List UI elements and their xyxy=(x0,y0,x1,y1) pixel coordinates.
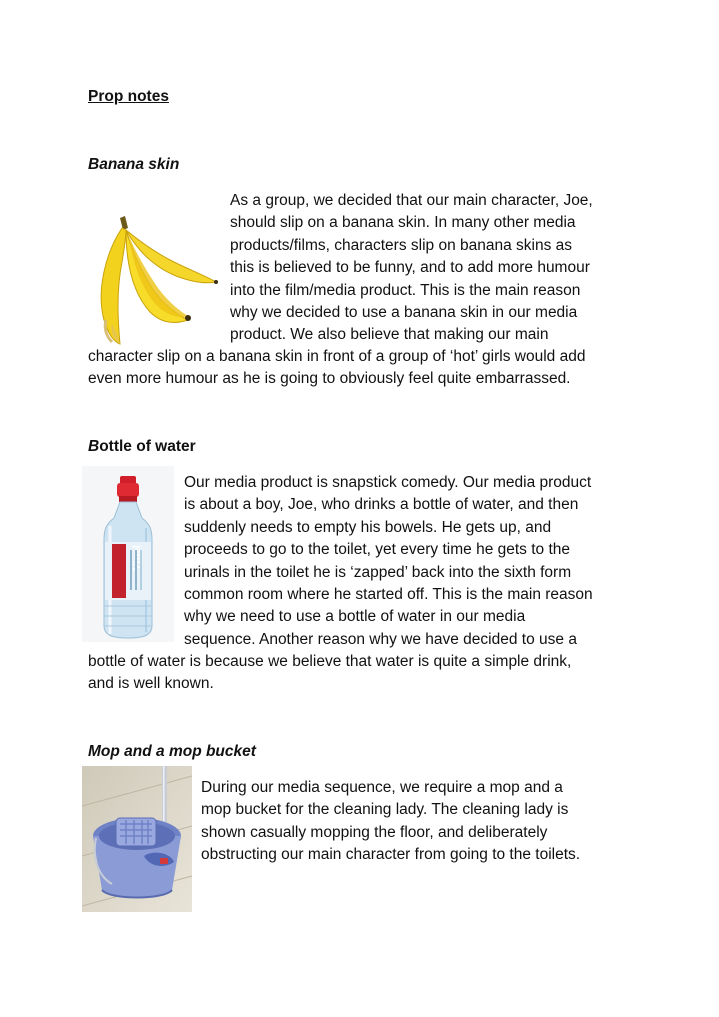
text-line: into the film/media product. This is the main reason xyxy=(230,281,581,299)
page-title: Prop notes xyxy=(88,88,169,105)
section-body-water-wrapped xyxy=(184,472,593,651)
text-line: urinals in the toilet he is ‘zapped’ back into the sixth form xyxy=(184,563,572,581)
heading-initial: B xyxy=(88,438,100,455)
text-line: shown casually mopping the floor, and deliberately xyxy=(201,823,548,841)
banana-skin-image xyxy=(92,212,220,348)
text-line: common room where he started off. This is the main reason xyxy=(184,586,593,604)
text-line: why we decided to use a banana skin in our media xyxy=(230,304,578,322)
text-line: bottle of water is because we believe that water is quite a simple drink, xyxy=(88,653,572,670)
section-body-mop xyxy=(201,777,580,867)
section-heading-mop: Mop and a mop bucket xyxy=(88,743,256,760)
text-line: sequence. Another reason why we have decided to use a xyxy=(184,630,577,648)
text-line: obstructing our main character from going to the toilets. xyxy=(201,846,581,864)
text-line: is about a boy, Joe, who drinks a bottle of water, and then xyxy=(184,496,579,514)
section-body-banana-full xyxy=(88,346,585,391)
section-body-banana-wrapped xyxy=(230,190,593,347)
text-line: As a group, we decided that our main character, Joe, xyxy=(230,192,593,209)
text-line: Our media product is snapstick comedy. Our media product xyxy=(184,474,592,491)
section-heading-water xyxy=(88,438,196,456)
text-line: and is well known. xyxy=(88,675,214,693)
section-heading-banana: Banana skin xyxy=(88,156,180,173)
text-line: even more humour as he is going to obviously feel quite embarrassed. xyxy=(88,370,571,388)
text-line: character slip on a banana skin in front of a group of ‘hot’ girls would add xyxy=(88,348,586,365)
text-line: product. We also believe that making our main xyxy=(230,326,549,344)
text-line: proceeds to go to the toilet, yet every time he gets to the xyxy=(184,541,571,559)
text-line: why we need to use a bottle of water in our media xyxy=(184,608,526,626)
text-line: mop bucket for the cleaning lady. The cleaning lady is xyxy=(201,801,569,819)
water-bottle-image xyxy=(82,466,174,642)
text-line: should slip on a banana skin. In many other media xyxy=(230,214,576,232)
text-line: this is believed to be funny, and to add more humour xyxy=(230,259,590,277)
text-line: suddenly needs to empty his bowels. He gets up, and xyxy=(184,518,552,536)
heading-rest: ottle of water xyxy=(99,438,196,455)
text-line: products/films, characters slip on banana skins as xyxy=(230,236,573,254)
text-line: During our media sequence, we require a mop and a xyxy=(201,779,563,796)
mop-bucket-image xyxy=(82,766,192,912)
section-body-water-full xyxy=(88,651,571,696)
